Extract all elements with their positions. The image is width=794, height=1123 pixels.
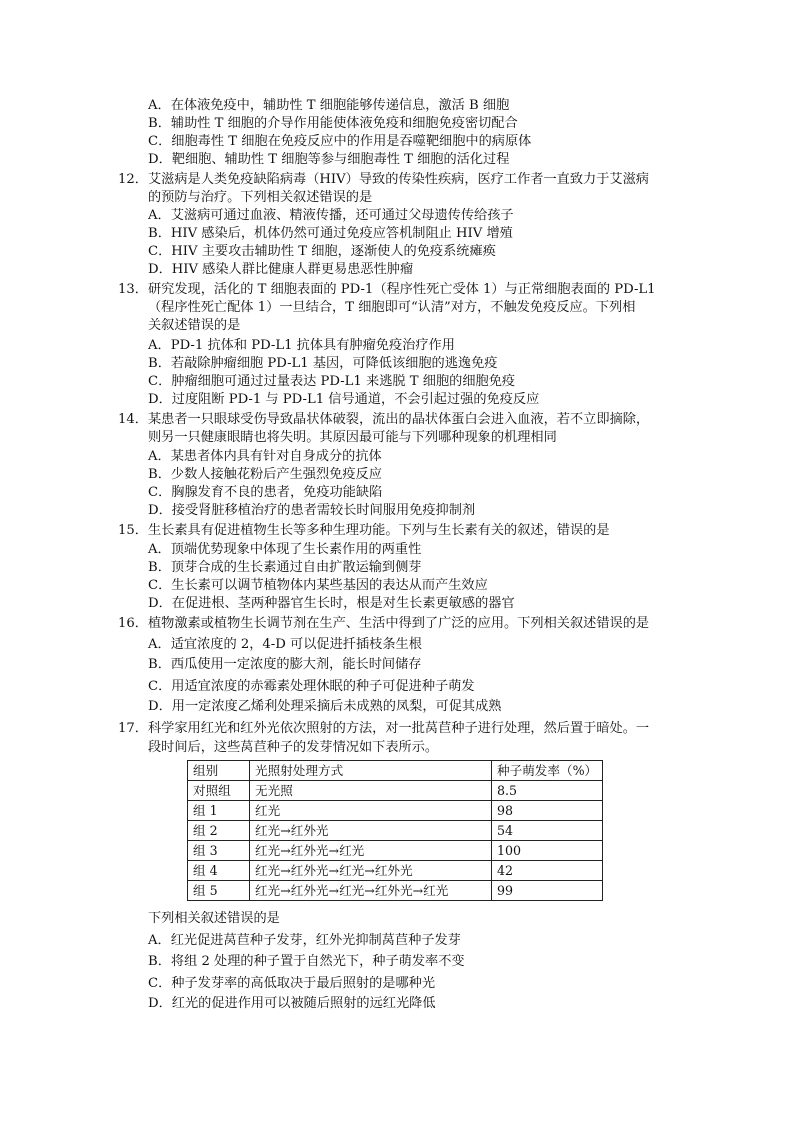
q13-option-a: A．PD-1 抗体和 PD-L1 抗体具有肿瘤免疫治疗作用 [148,338,455,353]
q17-option-a: A．红光促进莴苣种子发芽，红外光抑制莴苣种子发芽 [148,933,461,948]
table-cell: 54 [492,821,603,841]
table-row [188,821,603,841]
table-header-cell: 种子萌发率（%） [492,761,603,781]
table-cell: 99 [492,881,603,901]
q14-option-b: B．少数人接触花粉后产生强烈免疫反应 [148,467,382,482]
q12-option-c: C．HIV 主要攻击辅助性 T 细胞，逐渐使人的免疫系统瘫痪 [148,244,496,259]
q15-option-c: C．生长素可以调节植物体内某些基因的表达从而产生效应 [148,578,488,593]
germination-table [187,760,603,901]
q10-option-d: D．靶细胞、辅助性 T 细胞等参与细胞毒性 T 细胞的活化过程 [148,152,510,167]
q17-option-d: D．红光的促进作用可以被随后照射的远红光降低 [148,996,436,1011]
q15-stem: 15．生长素具有促进植物生长等多种生理功能。下列与生长素有关的叙述，错误的是 [118,523,610,538]
table-cell: 组 1 [188,801,250,821]
table-cell: 红光→红外光 [250,821,492,841]
q13-option-c: C．肿瘤细胞可通过过量表达 PD-L1 来逃脱 T 细胞的细胞免疫 [148,374,516,389]
q17-question: 下列相关叙述错误的是 [148,911,280,926]
table-cell: 组 2 [188,821,250,841]
table-cell: 98 [492,801,603,821]
q15-option-b: B．顶芽合成的生长素通过自由扩散运输到侧芽 [148,560,422,575]
q16-option-b: B．西瓜使用一定浓度的膨大剂，能长时间储存 [148,657,422,672]
q14-stem: 14．某患者一只眼球受伤导致晶状体破裂，流出的晶状体蛋白会进入血液，若不立即摘除， [118,412,650,427]
q13-option-b: B．若敲除肿瘤细胞 PD-L1 基因，可降低该细胞的逃逸免疫 [148,356,498,371]
q12-stem-cont: 的预防与治疗。下列相关叙述错误的是 [148,190,373,205]
q10-option-a: A．在体液免疫中，辅助性 T 细胞能够传递信息，激活 B 细胞 [148,98,510,113]
table-row [188,881,603,901]
q14-stem-cont: 则另一只健康眼睛也将失明。其原因最可能与下列哪种现象的机理相同 [148,430,557,445]
q13-stem: 13．研究发现，活化的 T 细胞表面的 PD-1（程序性死亡受体 1）与正常细胞表面的 PD-L1 [118,282,656,297]
q17-stem-cont: 段时间后，这些莴苣种子的发芽情况如下表所示。 [148,740,439,755]
q16-option-c: C．用适宜浓度的赤霉素处理休眠的种子可促进种子萌发 [148,679,475,694]
q10-option-b: B．辅助性 T 细胞的介导作用能使体液免疫和细胞免疫密切配合 [148,116,518,131]
q17-option-b: B．将组 2 处理的种子置于自然光下，种子萌发率不变 [148,954,465,969]
table-cell: 红光 [250,801,492,821]
q13-stem-cont2: 关叙述错误的是 [148,318,241,333]
q13-option-d: D．过度阻断 PD-1 与 PD-L1 信号通道，不会引起过强的免疫反应 [148,392,540,407]
table-cell: 8.5 [492,781,603,801]
q13-stem-cont1: （程序性死亡配体 1）一旦结合，T 细胞即可“认清”对方，不触发免疫反应。下列相 [148,300,636,315]
q14-option-c: C．胸腺发育不良的患者，免疫功能缺陷 [148,485,383,500]
q15-option-d: D．在促进根、茎两种器官生长时，根是对生长素更敏感的器官 [148,596,515,611]
q16-option-a: A．适宜浓度的 2，4-D 可以促进扦插枝条生根 [148,637,422,652]
table-cell: 100 [492,841,603,861]
table-row [188,801,603,821]
table-cell: 42 [492,861,603,881]
q17-option-c: C．种子发芽率的高低取决于最后照射的是哪种光 [148,976,436,991]
q12-option-b: B．HIV 感染后，机体仍然可通过免疫应答机制阻止 HIV 增殖 [148,226,513,241]
table-cell: 组 4 [188,861,250,881]
table-header-row [188,761,603,781]
table-cell: 红光→红外光→红光→红外光→红光 [250,881,492,901]
table-cell: 无光照 [250,781,492,801]
table-cell: 红光→红外光→红光→红外光 [250,861,492,881]
table-cell: 红光→红外光→红光 [250,841,492,861]
q12-stem: 12．艾滋病是人类免疫缺陷病毒（HIV）导致的传染性疾病，医疗工作者一直致力于艾滋病 [118,172,649,187]
table-cell: 对照组 [188,781,250,801]
table-header-cell: 光照射处理方式 [250,761,492,781]
table-cell: 组 5 [188,881,250,901]
table-row [188,861,603,881]
q10-option-c: C．细胞毒性 T 细胞在免疫反应中的作用是吞噬靶细胞中的病原体 [148,134,532,149]
q14-option-d: D．接受肾脏移植治疗的患者需较长时间服用免疫抑制剂 [148,503,476,518]
q14-option-a: A．某患者体内具有针对自身成分的抗体 [148,449,382,464]
q12-option-d: D．HIV 感染人群比健康人群更易患恶性肿瘤 [148,262,414,277]
table-cell: 组 3 [188,841,250,861]
q17-stem: 17．科学家用红光和红外光依次照射的方法，对一批莴苣种子进行处理，然后置于暗处。一 [118,721,650,736]
q16-option-d: D．用一定浓度乙烯利处理采摘后未成熟的凤梨，可促其成熟 [148,699,502,714]
table-row [188,781,603,801]
q15-option-a: A．顶端优势现象中体现了生长素作用的两重性 [148,542,422,557]
table-header-cell: 组别 [188,761,250,781]
table-row [188,841,603,861]
q12-option-a: A．艾滋病可通过血液、精液传播，还可通过父母遗传传给孩子 [148,208,514,223]
q16-stem: 16．植物激素或植物生长调节剂在生产、生活中得到了广泛的应用。下列相关叙述错误的是 [118,616,650,631]
